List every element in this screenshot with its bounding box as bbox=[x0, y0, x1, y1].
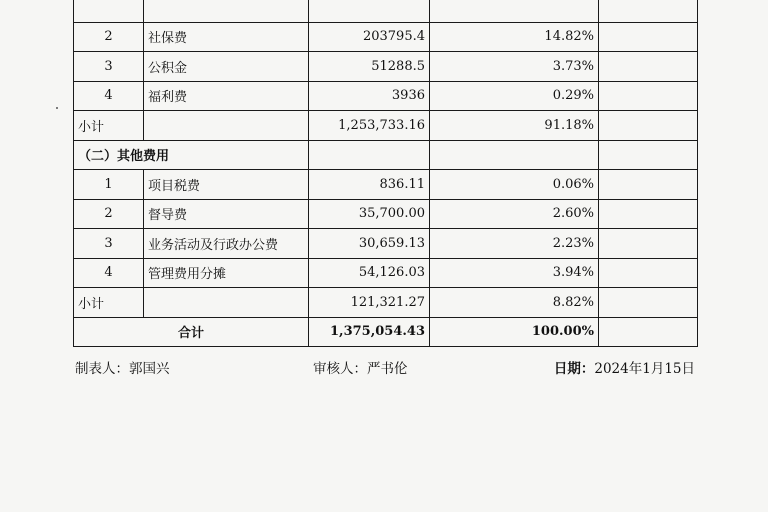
item-name: 社保费 bbox=[144, 22, 309, 52]
total-amount: 1,375,054.43 bbox=[309, 317, 430, 347]
row-number: 3 bbox=[74, 52, 144, 82]
amount-cell bbox=[309, 0, 430, 22]
item-name bbox=[144, 111, 309, 141]
total-percent: 100.00% bbox=[430, 317, 599, 347]
table-row bbox=[74, 81, 698, 111]
amount-cell bbox=[309, 140, 430, 170]
table-row bbox=[74, 52, 698, 82]
signature-footer bbox=[73, 357, 697, 377]
percent-cell: 3.94% bbox=[430, 258, 599, 288]
note-cell bbox=[599, 52, 698, 82]
item-name: 福利费 bbox=[144, 81, 309, 111]
item-name: 管理费用分摊 bbox=[144, 258, 309, 288]
row-number bbox=[74, 0, 144, 22]
percent-cell: 2.60% bbox=[430, 199, 599, 229]
total-note bbox=[599, 317, 698, 347]
percent-cell: 14.82% bbox=[430, 22, 599, 52]
row-number: 4 bbox=[74, 81, 144, 111]
maker-label: 制表人：郭国兴 bbox=[75, 361, 170, 377]
note-cell bbox=[599, 170, 698, 200]
amount-cell: 121,321.27 bbox=[309, 288, 430, 318]
note-cell bbox=[599, 111, 698, 141]
row-number: 3 bbox=[74, 229, 144, 259]
percent-cell bbox=[430, 0, 599, 22]
percent-cell: 0.29% bbox=[430, 81, 599, 111]
percent-cell bbox=[430, 140, 599, 170]
note-cell bbox=[599, 229, 698, 259]
table-row bbox=[74, 0, 698, 22]
row-number: 小计 bbox=[74, 111, 144, 141]
amount-cell: 203795.4 bbox=[309, 22, 430, 52]
row-number: 小计 bbox=[74, 288, 144, 318]
table-row bbox=[74, 258, 698, 288]
item-name: 项目税费 bbox=[144, 170, 309, 200]
item-name: 业务活动及行政办公费 bbox=[144, 229, 309, 259]
row-number: 1 bbox=[74, 170, 144, 200]
note-cell bbox=[599, 258, 698, 288]
amount-cell: 836.11 bbox=[309, 170, 430, 200]
amount-cell: 3936 bbox=[309, 81, 430, 111]
item-name: 督导费 bbox=[144, 199, 309, 229]
table-row bbox=[74, 199, 698, 229]
note-cell bbox=[599, 22, 698, 52]
item-name: 公积金 bbox=[144, 52, 309, 82]
scan-speck bbox=[56, 107, 58, 109]
note-cell bbox=[599, 288, 698, 318]
amount-cell: 54,126.03 bbox=[309, 258, 430, 288]
table-row bbox=[74, 22, 698, 52]
note-cell bbox=[599, 0, 698, 22]
section-title: （二）其他费用 bbox=[74, 140, 309, 170]
total-label: 合计 bbox=[74, 317, 309, 347]
total-row bbox=[74, 317, 698, 347]
section-row bbox=[74, 140, 698, 170]
percent-cell: 0.06% bbox=[430, 170, 599, 200]
percent-cell: 2.23% bbox=[430, 229, 599, 259]
percent-cell: 8.82% bbox=[430, 288, 599, 318]
note-cell bbox=[599, 81, 698, 111]
percent-cell: 3.73% bbox=[430, 52, 599, 82]
table-row bbox=[74, 170, 698, 200]
date-value: 2024年1月15日 bbox=[594, 361, 695, 377]
date-field bbox=[554, 357, 695, 377]
expense-table bbox=[73, 0, 698, 347]
amount-cell: 51288.5 bbox=[309, 52, 430, 82]
row-number: 2 bbox=[74, 22, 144, 52]
row-number: 4 bbox=[74, 258, 144, 288]
percent-cell: 91.18% bbox=[430, 111, 599, 141]
note-cell bbox=[599, 199, 698, 229]
amount-cell: 30,659.13 bbox=[309, 229, 430, 259]
item-name bbox=[144, 288, 309, 318]
table-row bbox=[74, 288, 698, 318]
amount-cell: 1,253,733.16 bbox=[309, 111, 430, 141]
table-row bbox=[74, 229, 698, 259]
table-row bbox=[74, 111, 698, 141]
note-cell bbox=[599, 140, 698, 170]
reviewer-label: 审核人：严书伦 bbox=[313, 361, 408, 377]
amount-cell: 35,700.00 bbox=[309, 199, 430, 229]
row-number: 2 bbox=[74, 199, 144, 229]
date-label: 日期： bbox=[553, 361, 595, 377]
item-name bbox=[144, 0, 309, 22]
